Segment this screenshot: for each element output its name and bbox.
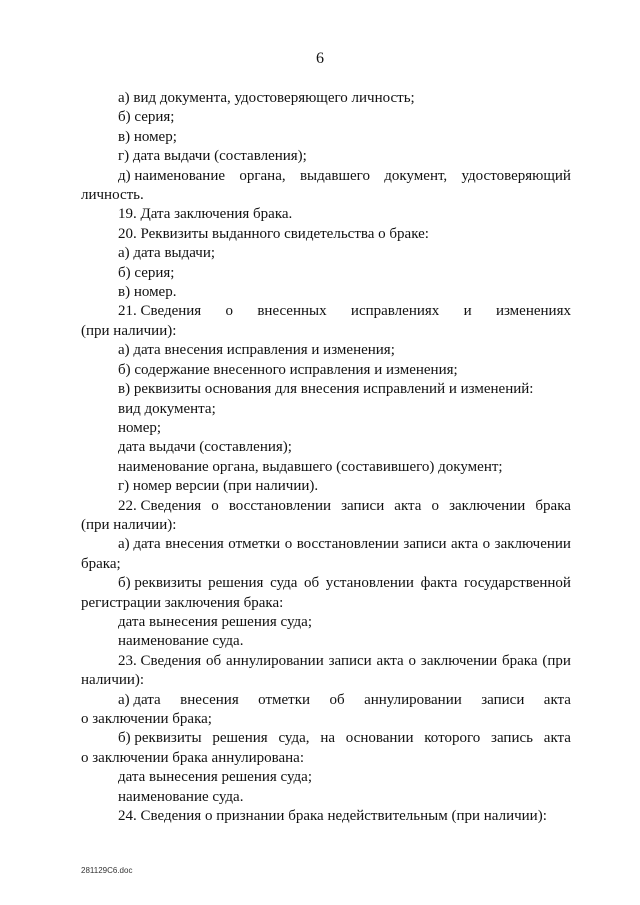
- text-line: о заключении брака;: [81, 711, 212, 727]
- word: исправлениях: [350, 303, 440, 320]
- word: брака: [535, 497, 571, 514]
- word: документ,: [384, 167, 448, 184]
- word: записи: [403, 536, 447, 553]
- text-line: б) серия;: [118, 264, 175, 281]
- word: об: [206, 652, 222, 669]
- text-line: дата вынесения решения суда;: [118, 769, 313, 786]
- text-line: (при наличии):: [81, 322, 177, 339]
- text-line: дата вынесения решения суда;: [118, 613, 313, 630]
- word: аннулировании: [226, 652, 324, 669]
- text-line: наименование суда.: [118, 788, 244, 805]
- word: об: [304, 575, 320, 592]
- text-line: номер;: [118, 419, 162, 436]
- word: о: [211, 497, 219, 514]
- text-line: [81, 302, 571, 321]
- word: о: [408, 652, 417, 669]
- word: акта: [451, 536, 479, 553]
- text-line: б) серия;: [118, 109, 175, 126]
- text-line: г) номер версии (при наличии).: [118, 478, 319, 495]
- word: аннулировании: [364, 691, 462, 708]
- word: 23. Сведения: [118, 652, 202, 669]
- word: и: [463, 303, 472, 320]
- text-line: [81, 574, 571, 593]
- text-line: [81, 652, 571, 671]
- word: основании: [345, 730, 414, 747]
- text-line: г) дата выдачи (составления);: [118, 148, 307, 165]
- word: (при: [542, 652, 571, 669]
- word: а) дата: [118, 691, 161, 708]
- word: суда: [270, 575, 298, 592]
- word: 21. Сведения: [118, 303, 202, 320]
- text-line: [81, 535, 571, 554]
- word: а) дата: [118, 536, 161, 553]
- word: восстановлении: [228, 497, 332, 514]
- word: акта: [376, 652, 404, 669]
- text-line: наименование суда.: [118, 633, 244, 650]
- word: брака: [502, 652, 538, 669]
- word: которого: [424, 730, 481, 747]
- word: заключении: [494, 536, 571, 553]
- word: на: [320, 730, 335, 747]
- text-line: [81, 691, 571, 710]
- word: заключении: [420, 652, 498, 669]
- text-line: а) дата внесения исправления и изменения;: [118, 342, 395, 359]
- text-line: брака;: [81, 555, 121, 572]
- text-line: личность.: [81, 187, 144, 204]
- word: д) наименование: [118, 167, 226, 184]
- word: удостоверяющий: [461, 167, 571, 184]
- word: установлении: [325, 575, 414, 592]
- text-line: дата выдачи (составления);: [118, 439, 292, 456]
- word: внесенных: [257, 303, 327, 320]
- word: о: [431, 497, 439, 514]
- word: суда,: [278, 730, 310, 747]
- text-line: в) номер.: [118, 284, 177, 301]
- word: отметки: [228, 536, 281, 553]
- word: запись: [491, 730, 533, 747]
- document-body: [81, 89, 571, 826]
- word: записи: [328, 652, 372, 669]
- word: решения: [212, 730, 268, 747]
- word: акта: [394, 497, 422, 514]
- word: органа,: [239, 167, 286, 184]
- word: записи: [341, 497, 385, 514]
- word: отметки: [258, 691, 311, 708]
- word: о: [284, 536, 293, 553]
- word: восстановлении: [296, 536, 399, 553]
- word: акта: [543, 691, 571, 708]
- text-line: в) реквизиты основания для внесения исправлений и изменений:: [118, 381, 534, 398]
- word: о: [482, 536, 491, 553]
- word: акта: [543, 730, 571, 747]
- text-line: а) вид документа, удостоверяющего личность;: [118, 90, 415, 106]
- word: изменениях: [495, 303, 571, 320]
- word: внесения: [165, 536, 224, 553]
- text-line: 20. Реквизиты выданного свидетельства о браке:: [118, 225, 429, 242]
- text-line: б) содержание внесенного исправления и изменения;: [118, 361, 458, 378]
- text-line: вид документа;: [118, 400, 216, 417]
- word: решения: [208, 575, 264, 592]
- word: 22. Сведения: [118, 497, 202, 514]
- word: о: [225, 303, 234, 320]
- word: б) реквизиты: [118, 575, 202, 592]
- word: об: [329, 691, 345, 708]
- file-name-footer: 281129С6.doc: [81, 866, 133, 875]
- text-line: в) номер;: [118, 128, 177, 145]
- word: внесения: [180, 691, 239, 708]
- word: выдавшего: [299, 167, 370, 184]
- text-line: [81, 729, 571, 748]
- page-number: 6: [316, 50, 324, 67]
- text-line: наличии):: [81, 672, 145, 689]
- text-line: а) дата выдачи;: [118, 245, 216, 262]
- word: записи: [481, 691, 525, 708]
- text-line: о заключении брака аннулирована:: [81, 749, 304, 766]
- word: государственной: [464, 575, 571, 592]
- text-line: 19. Дата заключения брака.: [118, 206, 293, 223]
- text-line: наименование органа, выдавшего (составившего) документ;: [118, 458, 503, 475]
- text-line: 24. Сведения о признании брака недействительным (при наличии):: [118, 808, 547, 825]
- text-line: [81, 497, 571, 516]
- word: б) реквизиты: [118, 730, 202, 747]
- text-line: [81, 167, 571, 186]
- word: заключении: [449, 497, 526, 514]
- text-line: регистрации заключения брака:: [81, 594, 284, 611]
- word: факта: [420, 575, 458, 592]
- text-line: (при наличии):: [81, 516, 177, 533]
